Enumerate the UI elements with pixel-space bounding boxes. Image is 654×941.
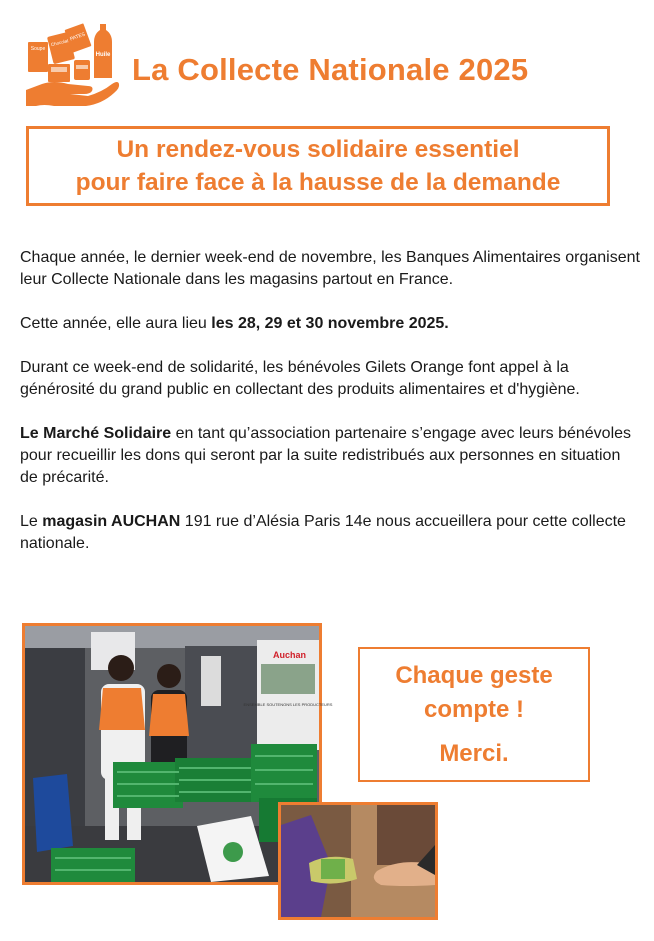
svg-text:Auchan: Auchan bbox=[273, 650, 307, 660]
svg-text:Huile: Huile bbox=[95, 52, 111, 58]
paragraph-intro: Chaque année, le dernier week-end de novembre, les Banques Alimentaires organisent leur Collecte Nationale dans les magasins partout en France. bbox=[20, 249, 640, 288]
svg-text:Soupe: Soupe bbox=[30, 46, 46, 52]
dates-prefix: Cette année, elle aura lieu bbox=[20, 315, 212, 332]
hand-shape bbox=[26, 82, 119, 106]
partner-text: en tant qu’association partenaire s’engage avec leurs bénévoles pour recueillir les dons qui seront par la suite redistribués aux personnes en situation de précarité. bbox=[20, 425, 632, 486]
slogan-line-1: Chaque geste bbox=[395, 661, 553, 689]
store-name: magasin AUCHAN bbox=[42, 513, 181, 530]
grocery-stack bbox=[48, 64, 70, 82]
svg-text:ENSEMBLE SOUTENONS LES PRODUCT: ENSEMBLE SOUTENONS LES PRODUCTEURS bbox=[243, 702, 333, 707]
volunteers-photo bbox=[22, 623, 333, 885]
collecte-logo bbox=[24, 20, 120, 108]
store-text: 191 rue d’Alésia Paris 14e nous accueillera pour cette collecte nationale. bbox=[20, 513, 626, 552]
grocery-bottle bbox=[94, 24, 112, 78]
slogan-thanks: Merci. bbox=[439, 739, 509, 767]
subtitle-box bbox=[26, 126, 610, 206]
paragraph-store bbox=[20, 511, 640, 555]
body-text bbox=[20, 247, 640, 577]
slogan-box bbox=[358, 647, 590, 782]
svg-text:PATES: PATES bbox=[69, 31, 87, 43]
slogan-line-2: compte ! bbox=[423, 695, 524, 723]
paragraph-partner bbox=[20, 423, 640, 489]
store-prefix: Le bbox=[20, 513, 43, 530]
paragraph-volunteers: Durant ce week-end de solidarité, les bénévoles Gilets Orange font appel à la générosité du grand public en collectant des produits alimentaires et d'hygiène. bbox=[20, 359, 580, 398]
paragraph-dates bbox=[20, 313, 640, 335]
dates-bold: les 28, 29 et 30 novembre 2025. bbox=[211, 315, 449, 332]
svg-text:Chocolat: Chocolat bbox=[50, 38, 69, 48]
partner-name: Le Marché Solidaire bbox=[20, 425, 172, 442]
donation-photo bbox=[278, 802, 438, 920]
subtitle-line-2: pour faire face à la hausse de la demande bbox=[75, 169, 561, 196]
page-title: La Collecte Nationale 2025 bbox=[132, 52, 529, 87]
grocery-jar bbox=[74, 60, 90, 80]
subtitle-line-1: Un rendez-vous solidaire essentiel bbox=[116, 136, 520, 163]
